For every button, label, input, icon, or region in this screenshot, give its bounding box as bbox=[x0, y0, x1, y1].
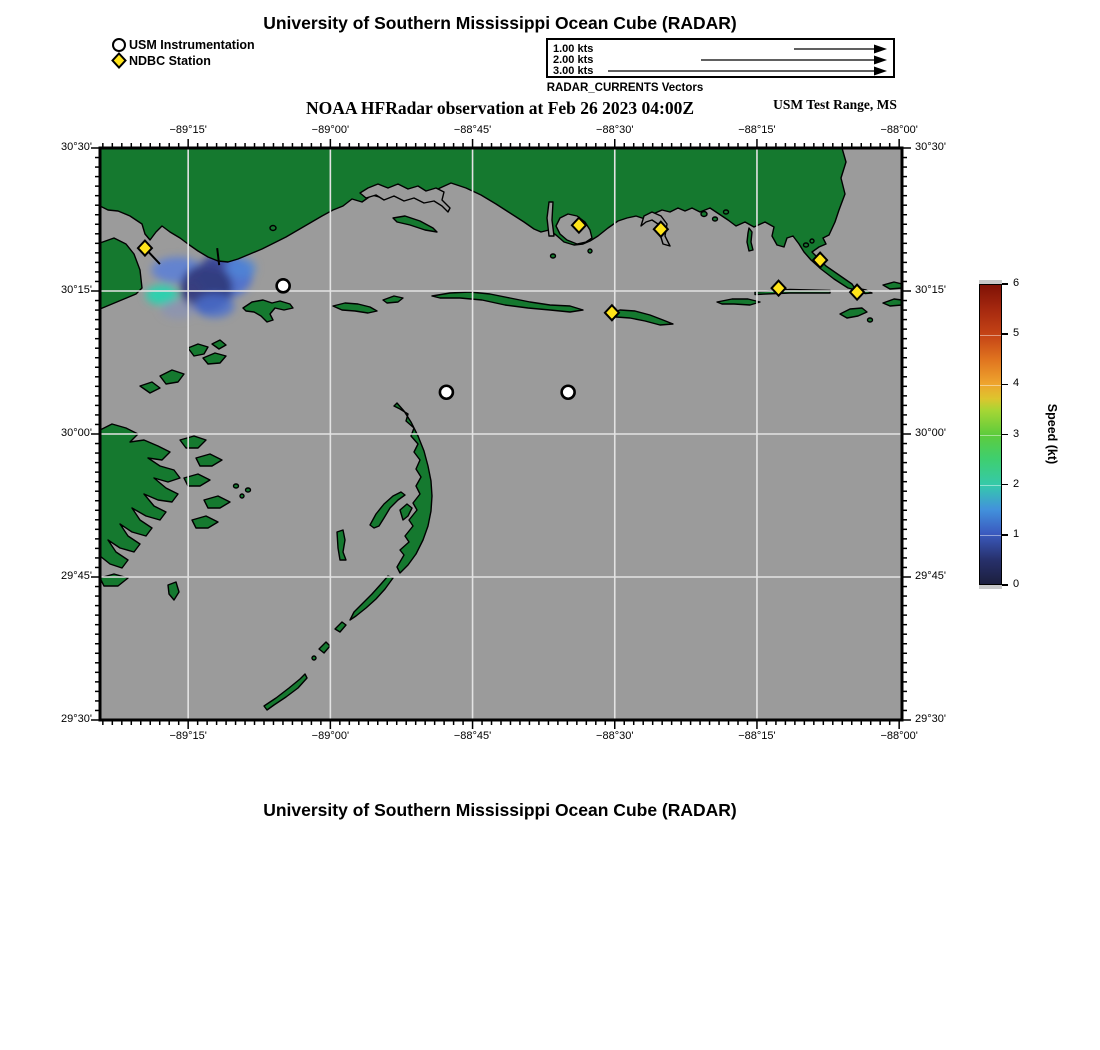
vector-arrowhead-icon bbox=[874, 67, 887, 76]
colorbar-bottom-cap bbox=[979, 585, 1002, 589]
vector-arrowhead-icon bbox=[874, 56, 887, 65]
colorbar-tick-label: 3 bbox=[1013, 427, 1020, 440]
islet bbox=[246, 488, 251, 492]
colorbar-contour-line bbox=[980, 335, 1001, 336]
page-title: University of Southern Mississippi Ocean Cube (RADAR) bbox=[263, 13, 737, 33]
lon-tick-label: −89°00' bbox=[311, 730, 350, 742]
usm-station-marker bbox=[562, 386, 575, 399]
vector-scale-label: 3.00 kts bbox=[553, 64, 594, 77]
colorbar-tick-label: 6 bbox=[1013, 277, 1020, 289]
vector-scale-label: 2.00 kts bbox=[553, 53, 594, 66]
colorbar bbox=[979, 284, 1002, 585]
colorbar-tick-label: 1 bbox=[1013, 527, 1020, 540]
lon-tick-label: −88°00' bbox=[880, 730, 918, 742]
islet bbox=[240, 494, 244, 498]
islet bbox=[588, 249, 592, 253]
lat-tick-label: 30°15' bbox=[915, 284, 946, 296]
lat-tick-label: 30°30' bbox=[915, 141, 946, 153]
ndbc-diamond-icon bbox=[113, 54, 126, 68]
lat-tick-label: 29°45' bbox=[915, 570, 946, 582]
colorbar-tick bbox=[1002, 584, 1008, 586]
vector-scale-label: 1.00 kts bbox=[553, 42, 594, 55]
colorbar-tick bbox=[1002, 534, 1008, 536]
lat-tick-label: 30°15' bbox=[61, 284, 92, 296]
vector-scale-arrows bbox=[548, 40, 893, 76]
lon-tick-label: −88°00' bbox=[880, 124, 918, 136]
islet bbox=[724, 210, 729, 214]
islet bbox=[551, 254, 556, 258]
lon-tick-label: −89°15' bbox=[169, 730, 207, 742]
lat-tick-label: 29°30' bbox=[915, 713, 946, 725]
speed-blob bbox=[161, 299, 197, 319]
lon-tick-label: −88°45' bbox=[453, 730, 492, 742]
map bbox=[100, 148, 902, 720]
subtitle: NOAA HFRadar observation at Feb 26 2023 04:00Z bbox=[305, 98, 695, 118]
legend-usm-label: USM Instrumentation bbox=[129, 38, 255, 52]
islet bbox=[701, 212, 707, 217]
lat-tick-label: 29°30' bbox=[61, 713, 92, 725]
vector-arrowhead-icon bbox=[874, 45, 887, 54]
vector-scale-box bbox=[546, 38, 895, 78]
colorbar-tick bbox=[1002, 434, 1008, 436]
colorbar-tick bbox=[1002, 333, 1008, 335]
lat-tick-label: 30°00' bbox=[915, 427, 946, 439]
lat-tick-label: 30°00' bbox=[61, 427, 92, 439]
islet bbox=[804, 243, 809, 247]
colorbar-tick-label: 2 bbox=[1013, 477, 1020, 490]
colorbar-contour-line bbox=[980, 535, 1001, 536]
colorbar-tick-label: 0 bbox=[1013, 578, 1020, 590]
colorbar-tick-label: 4 bbox=[1013, 377, 1020, 390]
islet bbox=[270, 226, 276, 231]
vector-caption: RADAR_CURRENTS Vectors bbox=[546, 82, 704, 94]
islet bbox=[868, 318, 873, 322]
lon-tick-label: −88°15' bbox=[738, 124, 776, 136]
usm-station-marker bbox=[277, 279, 290, 292]
lon-tick-label: −88°45' bbox=[453, 124, 492, 136]
lon-tick-label: −88°15' bbox=[738, 730, 776, 742]
lon-tick-label: −88°30' bbox=[596, 124, 634, 136]
colorbar-tick bbox=[1002, 384, 1008, 386]
speed-blob bbox=[194, 294, 234, 318]
colorbar-tick bbox=[1002, 484, 1008, 486]
colorbar-label: Speed (kt) bbox=[1045, 403, 1060, 465]
colorbar-tick-label: 5 bbox=[1013, 327, 1020, 340]
colorbar-contour-line bbox=[980, 385, 1001, 386]
colorbar-tick bbox=[1002, 283, 1008, 285]
islet bbox=[713, 217, 718, 221]
usm-station-marker bbox=[440, 386, 453, 399]
bottom-title: University of Southern Mississippi Ocean Cube (RADAR) bbox=[263, 800, 737, 820]
islet bbox=[312, 656, 316, 660]
lon-tick-label: −89°00' bbox=[311, 124, 350, 136]
region-label: USM Test Range, MS bbox=[773, 97, 897, 112]
colorbar-contour-line bbox=[980, 435, 1001, 436]
lon-tick-label: −89°15' bbox=[169, 124, 207, 136]
colorbar-contour-line bbox=[980, 485, 1001, 486]
lon-tick-label: −88°30' bbox=[596, 730, 634, 742]
usm-circle-icon bbox=[113, 39, 125, 51]
lat-tick-label: 30°30' bbox=[61, 141, 92, 153]
islet bbox=[810, 239, 814, 243]
legend-ndbc-label: NDBC Station bbox=[129, 54, 211, 68]
lat-tick-label: 29°45' bbox=[61, 570, 92, 582]
islet bbox=[234, 484, 239, 488]
